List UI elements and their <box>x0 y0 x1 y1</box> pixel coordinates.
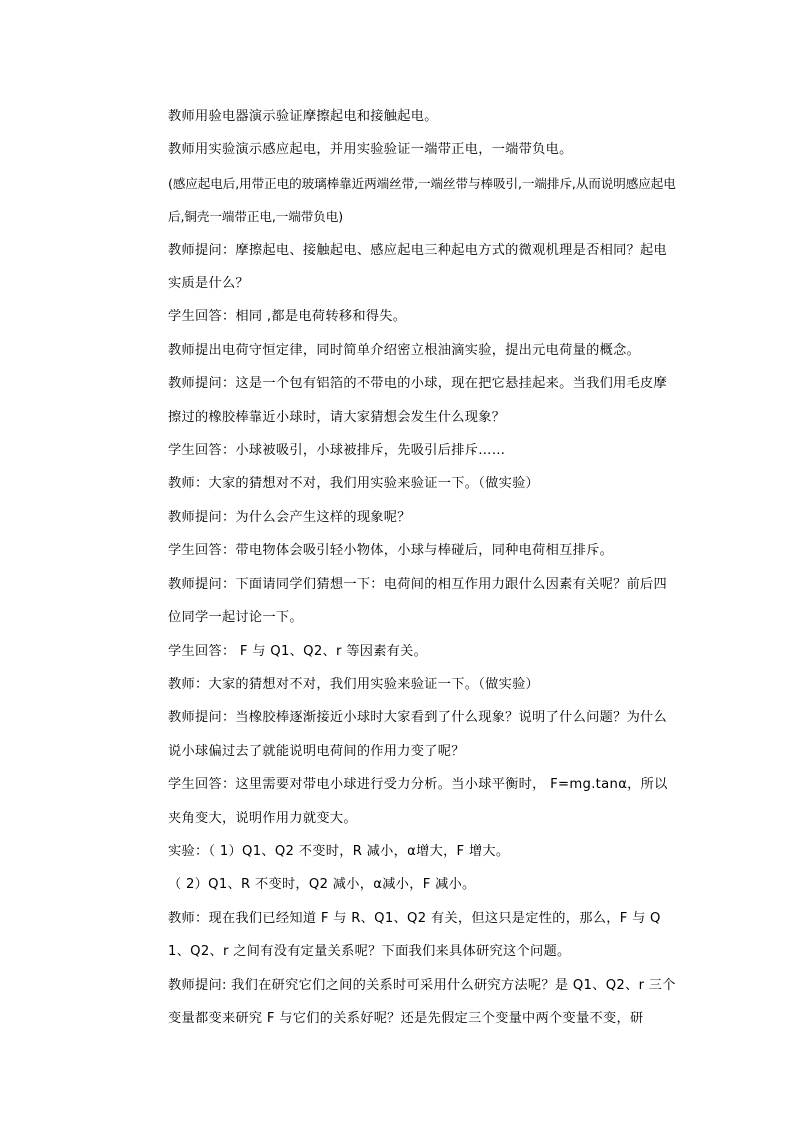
paragraph-teacher-quantitative: 教师：现在我们已经知道 F 与 R、Q1、Q2 有关，但这只是定性的，那么，F 与 Q1、Q2、r 之间有没有定量关系呢？下面我们来具体研究这个问题。 <box>168 910 661 960</box>
document-body <box>168 100 680 1035</box>
paragraph-answer-same: 学生回答：相同 ,都是电荷转移和得失。 <box>168 309 407 325</box>
paragraph-experiment-2: （ 2）Q1、R 不变时，Q2 减小，α减小，F 减小。 <box>168 877 476 893</box>
paragraph-experiment-1: 实验：（ 1）Q1、Q2 不变时，R 减小，α增大，F 增大。 <box>168 843 510 859</box>
paragraph-question-ball: 教师提问：这是一个包有铝箔的不带电的小球，现在把它悬挂起来。当我们用毛皮摩擦过的橡胶棒靠近小球时，请大家猜想会发生什么现象？ <box>168 376 668 425</box>
paragraph-question-factors: 教师提问：下面请同学们猜想一下：电荷间的相互作用力跟什么因素有关呢？前后四位同学一起讨论一下。 <box>168 576 668 626</box>
paragraph-question-method: 教师提问: 我们在研究它们之间的关系时可采用什么研究方法呢？是 Q1、Q2、r 三个变量都变来研究 F 与它们的关系好呢？还是先假定三个变量中两个变量不变，研 <box>168 977 676 1026</box>
paragraph-answer-force-analysis: 学生回答：这里需要对带电小球进行受力分析。当小球平衡时， F=mg.tanα，所以夹角变大，说明作用力就变大。 <box>168 777 668 826</box>
paragraph-demo-friction: 教师用验电器演示验证摩擦起电和接触起电。 <box>168 109 438 124</box>
paragraph-answer-factors: 学生回答： F 与 Q1、Q2、r 等因素有关。 <box>168 643 428 659</box>
paragraph-induction-note: (感应起电后,用带正电的玻璃棒靠近两端丝带,一端丝带与棒吸引,一端排斥,从而说明感应起电后,铜壳一端带正电,一端带负电) <box>168 175 676 225</box>
paragraph-conservation-law: 教师提出电荷守恒定律，同时简单介绍密立根油滴实验，提出元电荷量的概念。 <box>168 342 641 358</box>
paragraph-answer-why: 学生回答：带电物体会吸引轻小物体，小球与棒碰后，同种电荷相互排斥。 <box>168 543 614 559</box>
paragraph-question-observation: 教师提问：当橡胶棒逐渐接近小球时大家看到了什么现象？说明了什么问题？为什么说小球偏过去了就能说明电荷间的作用力变了呢？ <box>168 710 668 759</box>
paragraph-answer-ball: 学生回答：小球被吸引，小球被排斥，先吸引后排斥…… <box>168 443 506 459</box>
paragraph-question-why: 教师提问：为什么会产生这样的现象呢？ <box>168 509 411 525</box>
paragraph-teacher-verify-2: 教师：大家的猜想对不对，我们用实验来验证一下。（做实验） <box>168 676 540 692</box>
paragraph-demo-induction: 教师用实验演示感应起电，并用实验验证一端带正电，一端带负电。 <box>168 142 573 158</box>
paragraph-teacher-verify-1: 教师：大家的猜想对不对，我们用实验来验证一下。（做实验） <box>168 476 540 492</box>
paragraph-question-mechanism: 教师提问：摩擦起电、接触起电、感应起电三种起电方式的微观机理是否相同？起电实质是什么？ <box>168 242 668 292</box>
